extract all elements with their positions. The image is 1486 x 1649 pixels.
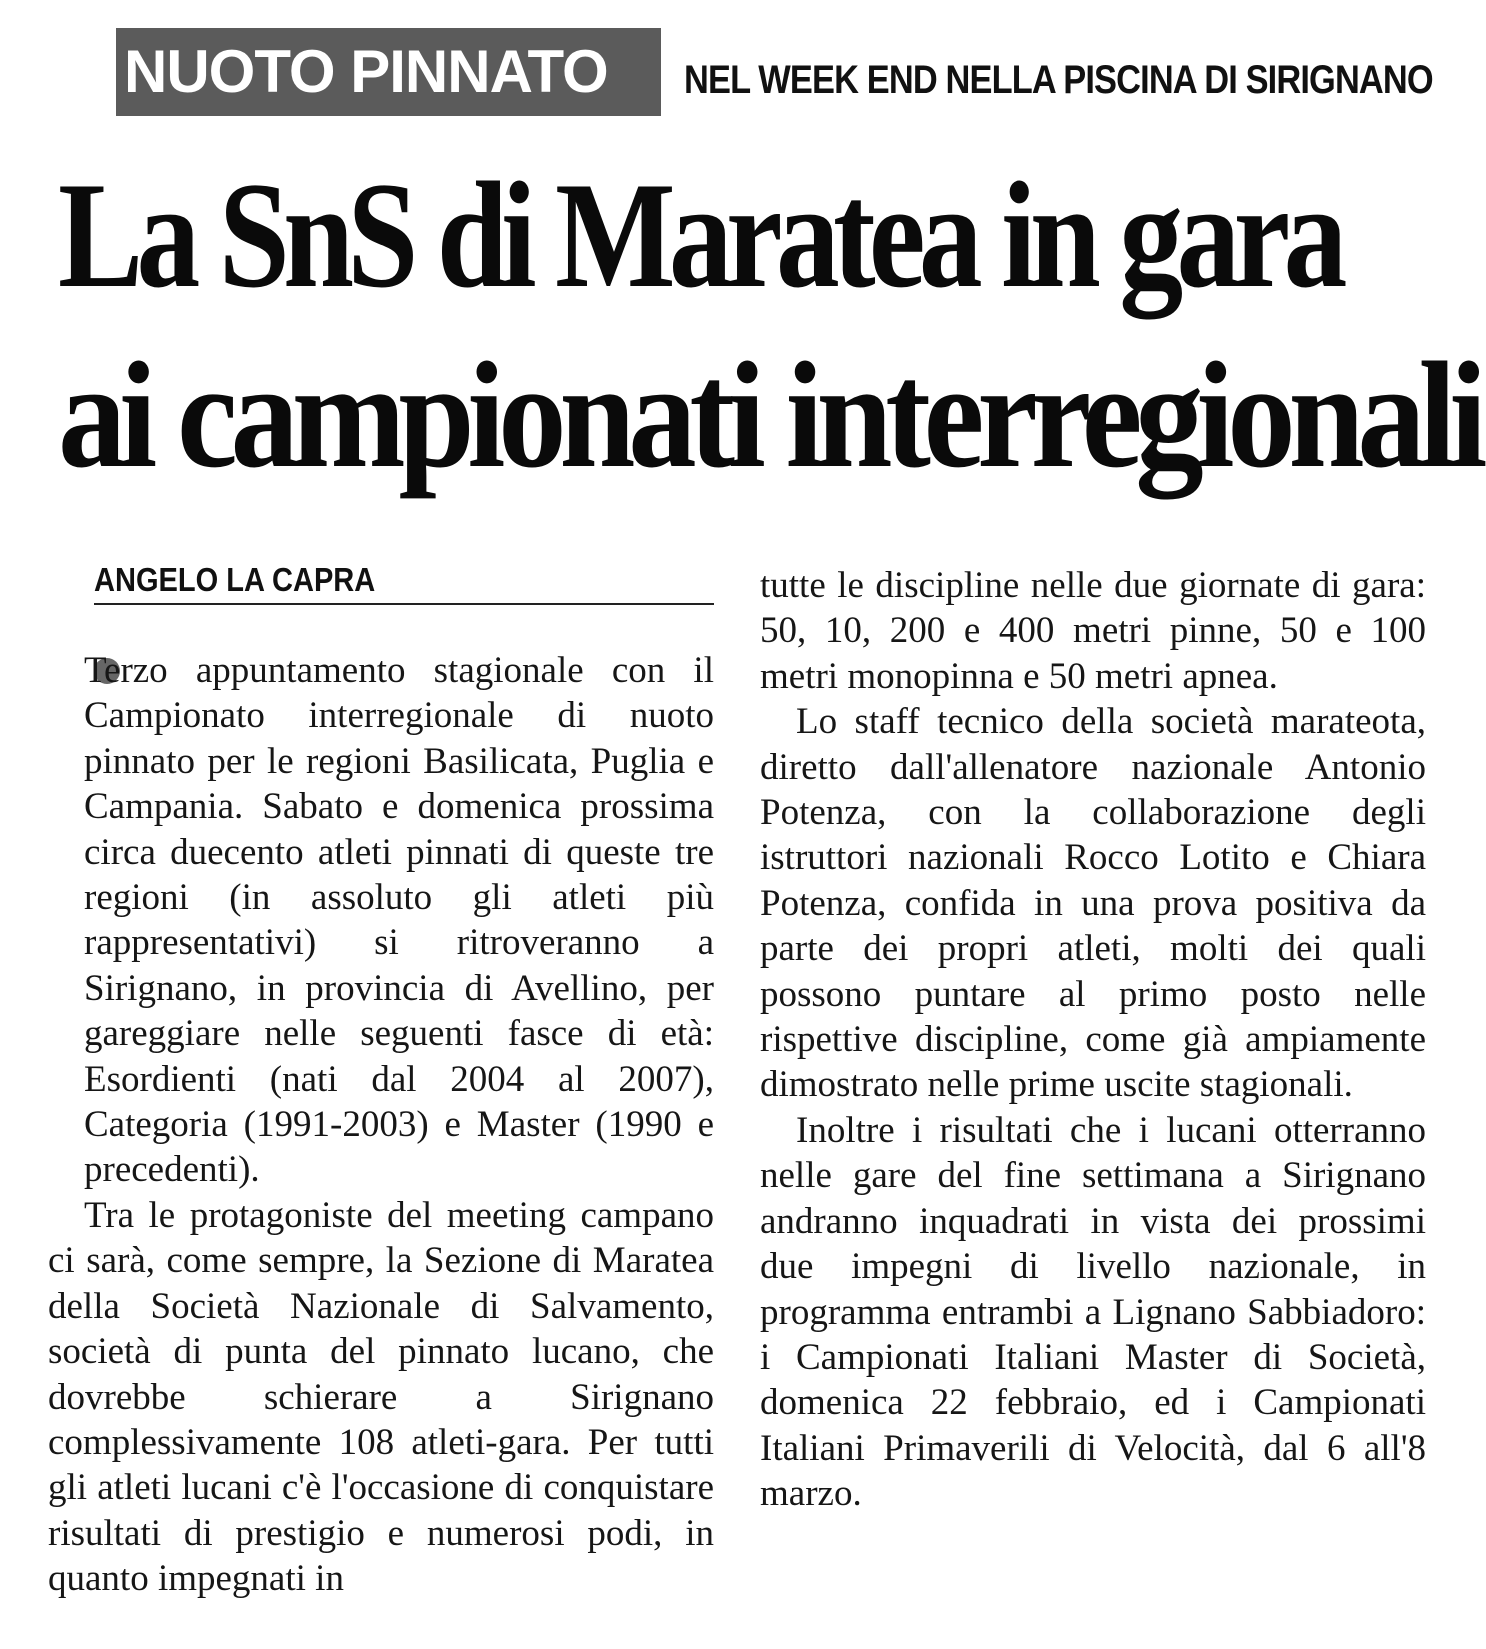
author-byline: ANGELO LA CAPRA: [94, 561, 376, 598]
article-paragraph: Terzo appuntamento stagionale con il Campionato interregionale di nuoto pinnato per le regioni Basilicata, Puglia e Campania. Sabato e domenica prossima circa duecento atleti pinnati di queste tre regioni (in assoluto gli atleti più rappresentativi) si ritroveranno a Sirignano, in provincia di Avellino, per gareggiare nelle seguenti fasce di età: Esordienti (nati dal 2004 al 2007), Categoria (1991-2003) e Master (1990 e precedenti).: [84, 650, 714, 1191]
article-paragraph: Inoltre i risultati che i lucani otterranno nelle gare del fine settimana a Sirignano andranno inquadrati in vista dei prossimi due impegni di livello nazionale, in programma entrambi a Lignano Sabbiadoro: i Campionati Italiani Master di Società, domenica 22 febbraio, ed i Campionati Italiani Primaverili di Velocità, dal 6 all'8 marzo.: [760, 1109, 1426, 1515]
section-kicker-label: NUOTO PINNATO: [124, 38, 608, 105]
article-paragraph: Tra le protagoniste del meeting campano ci sarà, come sempre, la Sezione di Maratea della Società Nazionale di Salvamento, società di punta del pinnato lucano, che dovrebbe schierare a Sirignano complessivamente 108 atleti-gara. Per tutti gli atleti lucani c'è l'occasione di conquistare risultati di prestigio e numerosi podi, in quanto impegnati in: [48, 1194, 714, 1600]
article-column-left: [48, 648, 714, 1602]
headline-line-2: ai campionati interregionali: [58, 331, 1481, 499]
section-subtitle: NEL WEEK END NELLA PISCINA DI SIRIGNANO: [684, 58, 1433, 102]
article-paragraph: Lo staff tecnico della società marateota, diretto dall'allenatore nazionale Antonio Potenza, con la collaborazione degli istruttori nazionali Rocco Lotito e Chiara Potenza, confida in una prova positiva da parte dei propri atleti, molti dei quali possono puntare al primo posto nelle rispettive discipline, come già ampiamente dimostrato nelle prime uscite stagionali.: [760, 701, 1426, 1106]
headline-line-1: La SnS di Maratea in gara: [58, 151, 1341, 319]
article-column-right: [760, 563, 1426, 1517]
article-paragraph: tutte le discipline nelle due giornate di gara: 50, 10, 200 e 400 metri pinne, 50 e 100 metri monopinna e 50 metri apnea.: [760, 565, 1426, 697]
byline-underline: [94, 603, 714, 605]
